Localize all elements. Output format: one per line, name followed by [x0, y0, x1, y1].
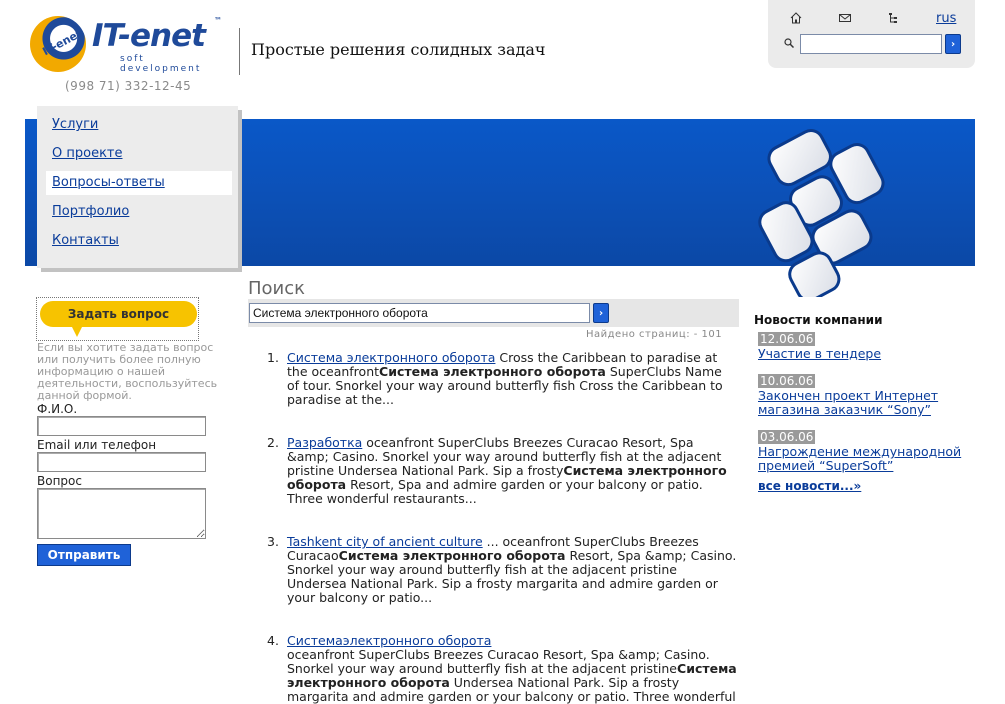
nav-item-services[interactable]: Услуги — [52, 117, 99, 132]
list-item — [267, 535, 737, 605]
question-label: Вопрос — [37, 474, 82, 488]
news-date: 12.06.06 — [760, 332, 814, 346]
decorative-cubes-graphic — [741, 125, 913, 297]
news-heading: Новости компании — [754, 313, 883, 327]
home-icon[interactable] — [790, 12, 802, 24]
header-divider — [239, 28, 240, 75]
search-icon — [784, 38, 794, 48]
news-link[interactable]: Нагрождение международной премией “SuperSoft” — [758, 444, 962, 473]
results-count: Найдено страниц: - 101 — [586, 329, 723, 340]
result-snippet: oceanfront SuperClubs Breezes Curacao Resort, Spa &amp; Casino. Snorkel your way around butterfly fish at the adjacent pristine Undersea National Park. Sip a frosty — [287, 435, 722, 478]
slogan: Простые решения солидных задач — [251, 40, 546, 59]
result-snippet: Cross the Caribbean to paradise at the oceanfront — [287, 350, 718, 379]
result-link[interactable]: Tashkent city of ancient culture — [287, 534, 483, 549]
ask-question-button[interactable]: Задать вопрос — [40, 301, 197, 327]
result-highlight: Система электронного оборота — [287, 463, 727, 492]
list-item — [267, 634, 737, 704]
search-input[interactable] — [249, 303, 590, 323]
news-item — [758, 374, 973, 417]
nav-item-portfolio[interactable]: Портфолио — [52, 204, 130, 219]
result-number: 1. — [267, 350, 279, 365]
all-news-link[interactable]: все новости...» — [758, 479, 862, 493]
result-link[interactable]: Разработка — [287, 435, 363, 450]
result-number: 4. — [267, 633, 279, 648]
result-link[interactable]: Система электронного оборота — [287, 350, 496, 365]
main-navigation — [37, 106, 238, 268]
result-highlight: Система электронного оборота — [379, 364, 606, 379]
speech-bubble-tail — [71, 325, 83, 337]
name-label: Ф.И.О. — [37, 402, 78, 416]
result-highlight: Система электронного оборота — [287, 661, 737, 690]
phone-number: (998 71) 332-12-45 — [65, 79, 192, 93]
sitemap-icon[interactable] — [888, 12, 900, 24]
utility-panel — [768, 0, 975, 68]
ask-info-text: Если вы хотите задать вопрос или получить более полную информацию о нашей деятельности, воспользуйтесь данной формой. — [37, 341, 218, 402]
submit-button[interactable]: Отправить — [37, 544, 131, 566]
list-item — [267, 436, 737, 506]
logo-trademark: ™ — [214, 16, 222, 25]
news-item — [758, 332, 973, 361]
search-button[interactable]: › — [593, 303, 609, 323]
news-item — [758, 430, 973, 473]
contact-field[interactable] — [37, 452, 206, 472]
result-snippet: oceanfront SuperClubs Breezes Curacao Resort, Spa &amp; Casino. Snorkel your way around butterfly fish at the adjacent pristine — [287, 647, 710, 676]
news-link[interactable]: Участие в тендере — [758, 346, 882, 361]
nav-item-about[interactable]: О проекте — [52, 146, 123, 161]
search-bar — [248, 299, 739, 327]
news-date: 10.06.06 — [760, 374, 814, 388]
news-date: 03.06.06 — [760, 430, 814, 444]
logo-subtitle: soft development — [120, 54, 202, 74]
result-highlight: Система электронного оборота — [338, 548, 566, 563]
logo-emblem-text: IT-enet — [40, 26, 85, 59]
result-snippet: Undersea National Park. Sip a frosty margarita and admire garden or your balcony or patio. Three wonderful — [287, 675, 736, 704]
result-snippet: ... oceanfront SuperClubs Breezes Curacao — [287, 534, 699, 563]
page-title: Поиск — [248, 278, 306, 299]
news-link[interactable]: Закончен проект Интернет магазина заказчик “Sony” — [758, 388, 939, 417]
language-link[interactable]: rus — [936, 11, 957, 26]
site-search-input[interactable] — [800, 34, 942, 54]
name-field[interactable] — [37, 416, 206, 436]
result-link[interactable]: Системаэлектронного оборота — [287, 633, 492, 648]
list-item — [267, 351, 737, 407]
result-number: 2. — [267, 435, 279, 450]
question-textarea[interactable] — [37, 488, 206, 539]
logo[interactable] — [30, 16, 230, 72]
result-snippet: Resort, Spa &amp; Casino. Snorkel your way around butterfly fish at the adjacent pristine Undersea National Park. Sip a frosty margarita and admire garden or your balcony or patio... — [287, 548, 737, 605]
logo-wordmark: IT-enet — [92, 18, 205, 54]
contact-label: Email или телефон — [37, 438, 157, 452]
nav-item-faq[interactable]: Вопросы-ответы — [46, 171, 232, 195]
result-number: 3. — [267, 534, 279, 549]
site-search-button[interactable]: › — [945, 34, 961, 54]
nav-item-contacts[interactable]: Контакты — [52, 233, 119, 248]
logo-emblem — [30, 16, 86, 72]
search-results — [267, 351, 737, 704]
ask-question-panel — [36, 297, 199, 341]
result-snippet: SuperClubs Name of tour. Snorkel your way around butterfly fish Cross the Caribbean to paradise at the... — [287, 364, 723, 407]
result-snippet: Resort, Spa and admire garden or your balcony or patio. Three wonderful restaurants... — [287, 477, 703, 506]
mail-icon[interactable] — [839, 12, 851, 24]
